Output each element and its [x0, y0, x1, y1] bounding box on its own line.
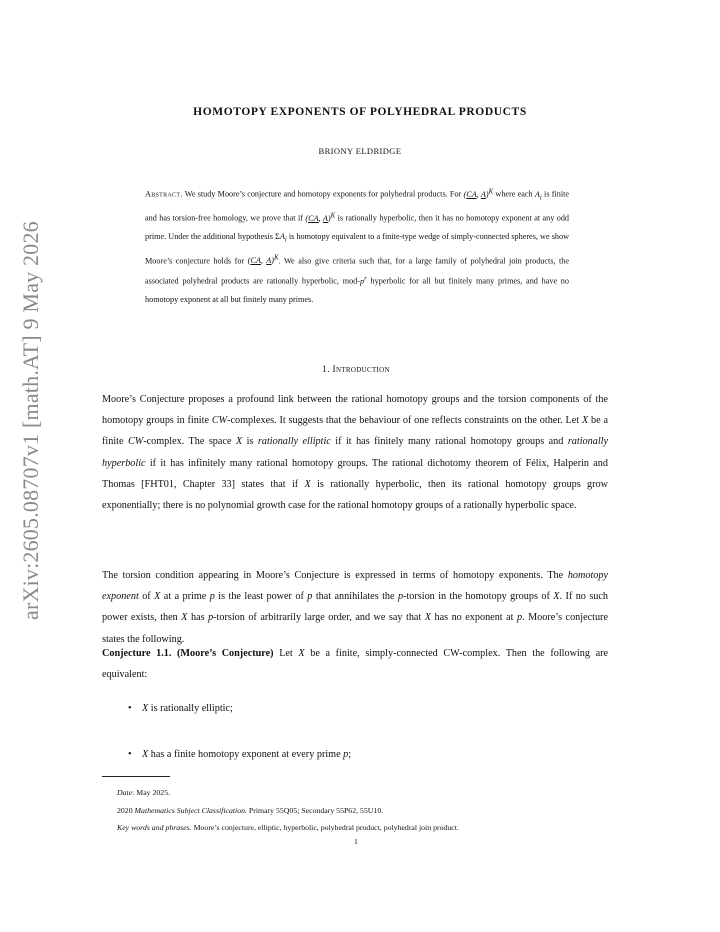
footnote-rule — [102, 776, 170, 777]
abstract-text: . We also give criteria such that, for a large family of polyhedral join products, the associated polyhedral products are rationally hyperbolic, mod- — [145, 256, 570, 287]
author-name: BRIONY ELDRIDGE — [318, 146, 402, 156]
page-number: 1 — [354, 837, 358, 846]
list-item: • X is rationally elliptic; — [128, 703, 233, 714]
section-heading: 1. Introduction — [322, 365, 390, 375]
paragraph-1: Moore’s Conjecture proposes a profound link between the rational homotopy groups and the torsion components of the homotopy groups in finite CW-complexes. It suggests that the behaviour of one reflects constraints on the other. Let X be a finite CW-complex. The space X is rationally elliptic if it has finitely many rational homotopy groups and rationally hyperbolic if it has infinitely many rational homotopy groups. The rational dichotomy theorem of Félix, Halperin and Thomas [FHT01, Chapter 33] states that if X is rationally hyperbolic, then its rational homotopy groups grow exponentially; there is no polynomial growth case for the rational homotopy groups of a rationally hyperbolic space. — [102, 394, 609, 512]
footnote-date: Date: May 2025. — [117, 788, 171, 797]
abstract-text: where each — [495, 189, 533, 199]
list-item: • X has a finite homotopy exponent at every prime p; — [128, 749, 352, 760]
footnote-msc: 2020 Mathematics Subject Classification. Primary 55Q05; Secondary 55P62, 55U10. — [117, 806, 384, 815]
paper-title: HOMOTOPY EXPONENTS OF POLYHEDRAL PRODUCTS — [193, 106, 527, 118]
abstract-text: hyperbolic for all but finitely many primes, and have no homotopy exponent at all but finitely many primes. — [145, 277, 569, 305]
bullet-icon: • — [128, 703, 132, 714]
paragraph-2: The torsion condition appearing in Moore’s Conjecture is expressed in terms of homotopy exponents. The homotopy exponent of X at a prime p is the least power of p that annihilates the p-torsion in the homotopy groups of X. If no such power exists, then X has p-torsion of arbitrarily large order, and we say that X has no exponent at p. Moore’s conjecture states the following. — [102, 570, 609, 645]
footnote-keywords: Key words and phrases. Moore’s conjecture, elliptic, hyperbolic, polyhedral product, polyhedral join product. — [117, 823, 459, 832]
abstract-text: We study Moore’s conjecture and homotopy exponents for polyhedral products. For — [184, 189, 462, 199]
bullet-icon: • — [128, 749, 132, 760]
conjecture-1-1: Conjecture 1.1. (Moore’s Conjecture) Let X be a finite, simply-connected CW-complex. Then the following are equivalent: — [102, 648, 609, 681]
abstract-text: is — [337, 214, 344, 224]
abstract-text: rationally hyperbolic, then it has no homotopy exponent at any odd prime. Under the additional hypothesis — [145, 214, 570, 242]
abstract: Abstract. We study Moore’s conjecture and homotopy exponents for polyhedral products. For (CA, A)$^K$ where each $A_i$ is finite and has torsion-free homology, we prove that if (CA, A)$^K$ is rationally hyperbolic, then it has no homotopy exponent at any odd prime. Under the additional hypothesis $\Sigma A_i$ is homotopy equivalent to a finite-type wedge of simply-connected spheres, we show Moore’s conjecture holds for (CA, A)$^K$. We also give criteria such that, for a large family of polyhedral join products, the associated polyhedral products are rationally hyperbolic, mod-$p^r$ hyperbolic for all but finitely many primes, and have no homotopy exponent at all but finitely many primes. — [145, 188, 570, 305]
abstract-text: is homotopy equivalent to a finite-type wedge of simply-connected spheres, we show Moore’s conjecture holds for — [145, 232, 570, 266]
arxiv-id-text: arXiv:2605.08707v1 [math.AT] 9 May 2026 — [18, 221, 43, 620]
abstract-heading: Abstract. — [145, 189, 183, 199]
abstract-text: is finite and has torsion-free homology, we prove that if — [145, 189, 570, 224]
